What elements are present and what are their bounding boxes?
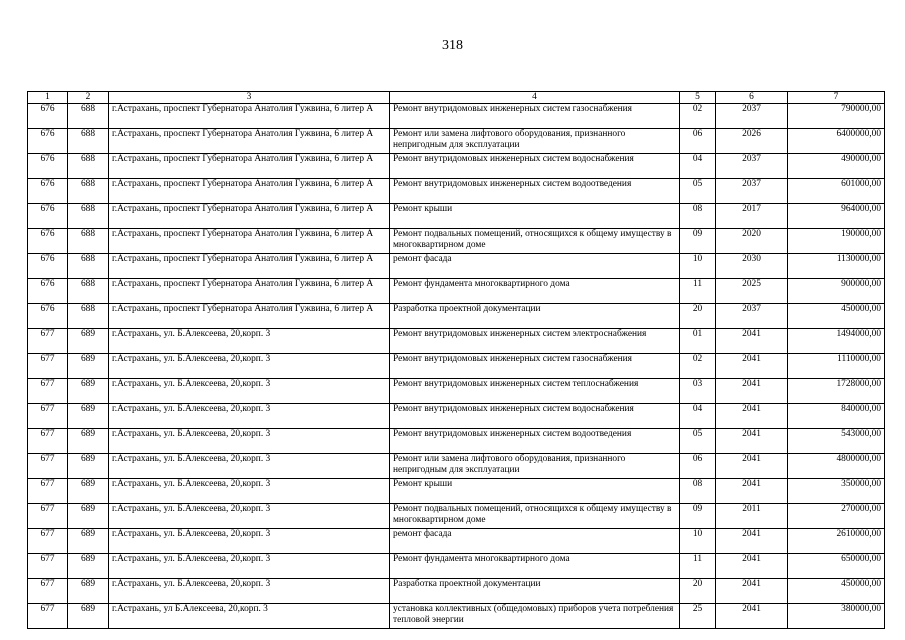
work-type-cell: Разработка проектной документации: [390, 579, 680, 604]
address-cell: г.Астрахань, проспект Губернатора Анатолия Гужвина, 6 литер А: [109, 154, 390, 179]
amount-cell: 1728000,00: [788, 379, 885, 404]
work-code-cell: 02: [680, 354, 716, 379]
address-cell: г.Астрахань, ул. Б.Алексеева, 20,корп. 3: [109, 379, 390, 404]
amount-cell: 270000,00: [788, 504, 885, 529]
amount-cell: 6400000,00: [788, 129, 885, 154]
table-row: [28, 104, 885, 129]
amount-cell: 650000,00: [788, 554, 885, 579]
work-code-cell: 10: [680, 529, 716, 554]
address-cell: г.Астрахань, ул. Б.Алексеева, 20,корп. 3: [109, 479, 390, 504]
amount-cell: 450000,00: [788, 304, 885, 329]
row-number-cell: 676: [28, 204, 68, 229]
house-id-cell: 689: [68, 329, 109, 354]
year-cell: 2037: [716, 304, 788, 329]
work-code-cell: 05: [680, 429, 716, 454]
house-id-cell: 689: [68, 404, 109, 429]
work-type-cell: Ремонт внутридомовых инженерных систем электроснабжения: [390, 329, 680, 354]
year-cell: 2037: [716, 104, 788, 129]
column-numbers-row: [28, 92, 885, 104]
row-number-cell: 677: [28, 429, 68, 454]
year-cell: 2041: [716, 604, 788, 629]
work-type-cell: установка коллективных (общедомовых) приборов учета потребления тепловой энергии: [390, 604, 680, 629]
work-code-cell: 25: [680, 604, 716, 629]
address-cell: г.Астрахань, проспект Губернатора Анатолия Гужвина, 6 литер А: [109, 179, 390, 204]
work-code-cell: 10: [680, 254, 716, 279]
row-number-cell: 677: [28, 504, 68, 529]
year-cell: 2041: [716, 454, 788, 479]
work-code-cell: 08: [680, 479, 716, 504]
table-row: [28, 129, 885, 154]
house-id-cell: 688: [68, 204, 109, 229]
table-row: [28, 379, 885, 404]
address-cell: г.Астрахань, проспект Губернатора Анатолия Гужвина, 6 литер А: [109, 279, 390, 304]
year-cell: 2026: [716, 129, 788, 154]
capital-repair-table: [27, 91, 885, 629]
work-code-cell: 20: [680, 304, 716, 329]
house-id-cell: 689: [68, 429, 109, 454]
amount-cell: 1494000,00: [788, 329, 885, 354]
amount-cell: 543000,00: [788, 429, 885, 454]
amount-cell: 2610000,00: [788, 529, 885, 554]
house-id-cell: 689: [68, 379, 109, 404]
row-number-cell: 677: [28, 404, 68, 429]
address-cell: г.Астрахань, проспект Губернатора Анатолия Гужвина, 6 литер А: [109, 104, 390, 129]
table-body: [28, 104, 885, 629]
address-cell: г.Астрахань, ул Б.Алексеева, 20,корп. 3: [109, 604, 390, 629]
address-cell: г.Астрахань, ул. Б.Алексеева, 20,корп. 3: [109, 354, 390, 379]
amount-cell: 790000,00: [788, 104, 885, 129]
table-row: [28, 254, 885, 279]
table-row: [28, 279, 885, 304]
address-cell: г.Астрахань, проспект Губернатора Анатолия Гужвина, 6 литер А: [109, 304, 390, 329]
amount-cell: 380000,00: [788, 604, 885, 629]
work-type-cell: Ремонт внутридомовых инженерных систем водоснабжения: [390, 154, 680, 179]
address-cell: г.Астрахань, ул. Б.Алексеева, 20,корп. 3: [109, 504, 390, 529]
row-number-cell: 677: [28, 554, 68, 579]
house-id-cell: 688: [68, 154, 109, 179]
amount-cell: 964000,00: [788, 204, 885, 229]
table-row: [28, 179, 885, 204]
table-row: [28, 454, 885, 479]
row-number-cell: 676: [28, 279, 68, 304]
house-id-cell: 688: [68, 179, 109, 204]
work-code-cell: 06: [680, 454, 716, 479]
table-row: [28, 429, 885, 454]
house-id-cell: 688: [68, 254, 109, 279]
row-number-cell: 677: [28, 354, 68, 379]
table-row: [28, 604, 885, 629]
work-code-cell: 20: [680, 579, 716, 604]
address-cell: г.Астрахань, проспект Губернатора Анатолия Гужвина, 6 литер А: [109, 204, 390, 229]
house-id-cell: 689: [68, 554, 109, 579]
address-cell: г.Астрахань, ул. Б.Алексеева, 20,корп. 3: [109, 329, 390, 354]
address-cell: г.Астрахань, проспект Губернатора Анатолия Гужвина, 6 литер А: [109, 129, 390, 154]
work-type-cell: Ремонт крыши: [390, 479, 680, 504]
amount-cell: 900000,00: [788, 279, 885, 304]
year-cell: 2030: [716, 254, 788, 279]
house-id-cell: 689: [68, 579, 109, 604]
work-code-cell: 08: [680, 204, 716, 229]
table-row: [28, 354, 885, 379]
table-row: [28, 304, 885, 329]
work-code-cell: 04: [680, 404, 716, 429]
column-header-1: 1: [28, 92, 68, 104]
house-id-cell: 689: [68, 454, 109, 479]
row-number-cell: 676: [28, 179, 68, 204]
row-number-cell: 676: [28, 129, 68, 154]
year-cell: 2041: [716, 354, 788, 379]
address-cell: г.Астрахань, ул. Б.Алексеева, 20,корп. 3: [109, 454, 390, 479]
work-code-cell: 05: [680, 179, 716, 204]
work-type-cell: Ремонт внутридомовых инженерных систем газоснабжения: [390, 104, 680, 129]
address-cell: г.Астрахань, ул. Б.Алексеева, 20,корп. 3: [109, 404, 390, 429]
house-id-cell: 689: [68, 529, 109, 554]
year-cell: 2041: [716, 529, 788, 554]
year-cell: 2041: [716, 579, 788, 604]
work-type-cell: Ремонт фундамента многоквартирного дома: [390, 279, 680, 304]
year-cell: 2041: [716, 329, 788, 354]
row-number-cell: 677: [28, 604, 68, 629]
row-number-cell: 677: [28, 379, 68, 404]
amount-cell: 601000,00: [788, 179, 885, 204]
work-type-cell: Ремонт внутридомовых инженерных систем водоотведения: [390, 179, 680, 204]
column-header-5: 5: [680, 92, 716, 104]
address-cell: г.Астрахань, ул. Б.Алексеева, 20,корп. 3: [109, 554, 390, 579]
row-number-cell: 677: [28, 479, 68, 504]
house-id-cell: 689: [68, 479, 109, 504]
house-id-cell: 688: [68, 304, 109, 329]
house-id-cell: 688: [68, 129, 109, 154]
work-code-cell: 02: [680, 104, 716, 129]
amount-cell: 450000,00: [788, 579, 885, 604]
house-id-cell: 689: [68, 504, 109, 529]
table-row: [28, 329, 885, 354]
column-header-6: 6: [716, 92, 788, 104]
year-cell: 2037: [716, 154, 788, 179]
house-id-cell: 688: [68, 229, 109, 254]
house-id-cell: 689: [68, 354, 109, 379]
work-code-cell: 01: [680, 329, 716, 354]
year-cell: 2011: [716, 504, 788, 529]
address-cell: г.Астрахань, ул. Б.Алексеева, 20,корп. 3: [109, 579, 390, 604]
house-id-cell: 689: [68, 604, 109, 629]
work-type-cell: ремонт фасада: [390, 529, 680, 554]
table-row: [28, 229, 885, 254]
address-cell: г.Астрахань, ул. Б.Алексеева, 20,корп. 3: [109, 529, 390, 554]
work-code-cell: 04: [680, 154, 716, 179]
row-number-cell: 677: [28, 454, 68, 479]
column-header-3: 3: [109, 92, 390, 104]
year-cell: 2020: [716, 229, 788, 254]
year-cell: 2041: [716, 429, 788, 454]
work-type-cell: Ремонт подвальных помещений, относящихся к общему имуществу в многоквартирном доме: [390, 504, 680, 529]
year-cell: 2041: [716, 554, 788, 579]
year-cell: 2041: [716, 379, 788, 404]
work-code-cell: 11: [680, 279, 716, 304]
row-number-cell: 676: [28, 304, 68, 329]
row-number-cell: 677: [28, 529, 68, 554]
house-id-cell: 688: [68, 279, 109, 304]
amount-cell: 4800000,00: [788, 454, 885, 479]
year-cell: 2041: [716, 479, 788, 504]
table-row: [28, 504, 885, 529]
year-cell: 2041: [716, 404, 788, 429]
table-row: [28, 554, 885, 579]
work-type-cell: Ремонт или замена лифтового оборудования, признанного непригодным для эксплуатации: [390, 129, 680, 154]
work-type-cell: Разработка проектной документации: [390, 304, 680, 329]
work-type-cell: Ремонт внутридомовых инженерных систем газоснабжения: [390, 354, 680, 379]
year-cell: 2037: [716, 179, 788, 204]
page-number: 318: [442, 38, 463, 53]
table-row: [28, 529, 885, 554]
amount-cell: 1110000,00: [788, 354, 885, 379]
work-type-cell: ремонт фасада: [390, 254, 680, 279]
row-number-cell: 677: [28, 579, 68, 604]
table-row: [28, 479, 885, 504]
column-header-4: 4: [390, 92, 680, 104]
work-type-cell: Ремонт фундамента многоквартирного дома: [390, 554, 680, 579]
work-type-cell: Ремонт внутридомовых инженерных систем теплоснабжения: [390, 379, 680, 404]
work-type-cell: Ремонт подвальных помещений, относящихся к общему имуществу в многоквартирном доме: [390, 229, 680, 254]
work-type-cell: Ремонт или замена лифтового оборудования, признанного непригодным для эксплуатации: [390, 454, 680, 479]
address-cell: г.Астрахань, проспект Губернатора Анатолия Гужвина, 6 литер А: [109, 254, 390, 279]
work-code-cell: 11: [680, 554, 716, 579]
table-row: [28, 204, 885, 229]
house-id-cell: 688: [68, 104, 109, 129]
row-number-cell: 677: [28, 329, 68, 354]
amount-cell: 190000,00: [788, 229, 885, 254]
amount-cell: 1130000,00: [788, 254, 885, 279]
work-code-cell: 03: [680, 379, 716, 404]
address-cell: г.Астрахань, проспект Губернатора Анатолия Гужвина, 6 литер А: [109, 229, 390, 254]
work-code-cell: 09: [680, 504, 716, 529]
row-number-cell: 676: [28, 104, 68, 129]
amount-cell: 490000,00: [788, 154, 885, 179]
row-number-cell: 676: [28, 154, 68, 179]
work-code-cell: 06: [680, 129, 716, 154]
column-header-7: 7: [788, 92, 885, 104]
work-type-cell: Ремонт внутридомовых инженерных систем водоотведения: [390, 429, 680, 454]
column-header-2: 2: [68, 92, 109, 104]
row-number-cell: 676: [28, 254, 68, 279]
work-type-cell: Ремонт внутридомовых инженерных систем водоснабжения: [390, 404, 680, 429]
amount-cell: 350000,00: [788, 479, 885, 504]
year-cell: 2017: [716, 204, 788, 229]
table-row: [28, 404, 885, 429]
address-cell: г.Астрахань, ул. Б.Алексеева, 20,корп. 3: [109, 429, 390, 454]
table-row: [28, 579, 885, 604]
table-row: [28, 154, 885, 179]
work-code-cell: 09: [680, 229, 716, 254]
work-type-cell: Ремонт крыши: [390, 204, 680, 229]
row-number-cell: 676: [28, 229, 68, 254]
year-cell: 2025: [716, 279, 788, 304]
amount-cell: 840000,00: [788, 404, 885, 429]
